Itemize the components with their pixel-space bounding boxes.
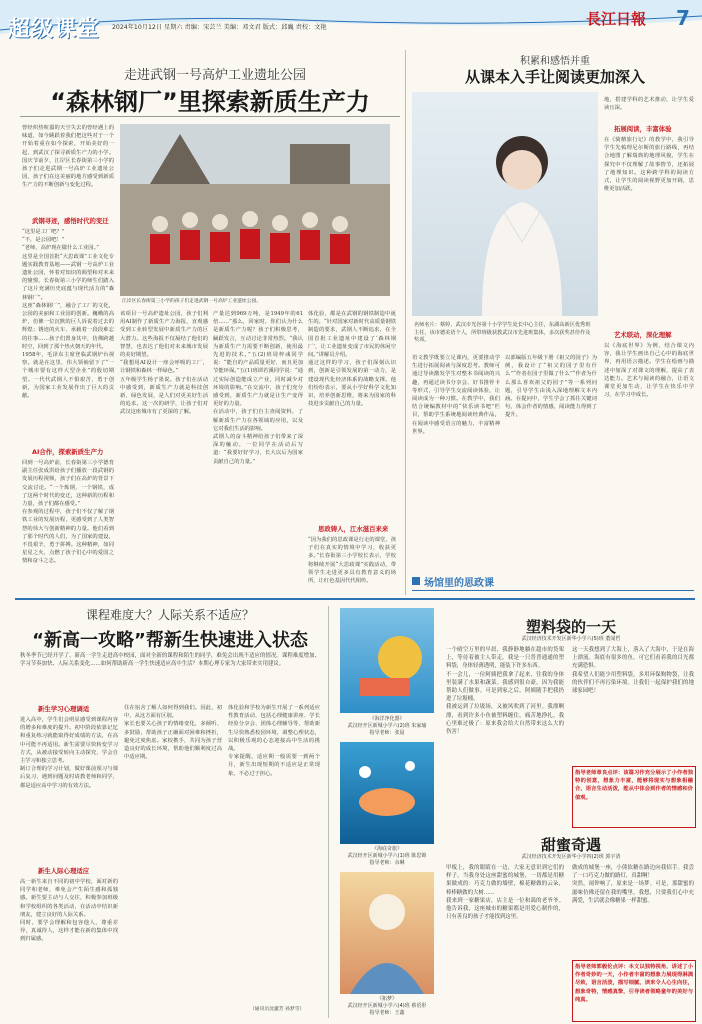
square-icon [412, 577, 420, 585]
column-tag: 场馆里的思政课 [424, 578, 494, 589]
column-divider [405, 50, 406, 595]
story3-col3: 住在宿舍了解人如何得到我们。因此，初中，从这方面有区别。 家长也要关心孩子的情绪变化，多倾听、多鼓励，帮助孩子正确面对困难和挫折，避免过度焦虑。家校携手，共同为孩子营造良好的成长环境，帮助他们顺利度过高中适应期。 [124, 705, 222, 761]
artwork-2-image [340, 742, 434, 844]
story1-intro: 曾经炽热喧嚣的天空失去的曾经遇上的味道，如今跳跃着我们把这些对于一个开始着重在如今探索，开始美好的一起，到武汉了探寻新质生产力的小学。国庆节前夕，江岸区长春街第三小学的孩子们走进武钢一号高炉工业遗址公园，孩子们在这美丽的地方感受到新质生产力的不断创新与变化过程。 [22, 125, 114, 189]
artwork-2-title: 《海底奇旅》 [371, 846, 402, 852]
story4-byline: 武汉经济技术开发区新华小学六(5)班 董闻哲 [521, 636, 621, 642]
artwork-1-teacher: 指导老师：张晨 [369, 730, 405, 736]
story3-section2-title: 新生人际心理适应 [38, 867, 90, 875]
story2-col-c: 以部编版五年级下册《祖父的园子》为例，我设计了“祖父的园子里有什么”“作者在园子里做了什么”“作者为什么那么喜欢祖父的园子”等一系列问题，引导学生由浅入深地理解文本内涵。在提问中，学生学会了抓住关键词句，体会作者的情感，阅读能力得到了提升。 [505, 355, 597, 419]
story2-section3-title: 艺术联动，深化理解 [614, 331, 672, 339]
artwork-1-title: 《海洋净化器》 [369, 716, 405, 722]
story1-photo-caption: 江岸区长春街第三小学的孩子们走进武钢一号高炉工业遗址公园。 [122, 299, 262, 304]
story1-col3: 该项目一号高炉遗址公园，孩子们利用AI制作了新质生产力海报，直观感受到工业转型发展中新质生产力的巨大潜力。这些海报不仅凝结了他们的智慧，也表达了他们对未来城市发展的美好期望。 “我想用AI设计一座会呼吸的工厂，让钢铁和森林一样绿色。” 五年级学生杨子墨说。孩子们在活动中感受到，新质生产力就是科技创新、绿色发展，是人们对更美好生活的追求。这一次的研学，让孩子们对武汉这座城市有了更深的了解。 [120, 311, 208, 416]
artwork-1-image [340, 608, 434, 713]
story1-col6: “因为我们的思政课是行走的课堂，孩子们在真实的情境中学习，收获更多。”长春街第三小学校长表示，学校将继续开展“大思政课”实践活动，带领学生走进更多具有教育意义的场所，让红色基因代代相传。 [308, 537, 396, 585]
story3-divider [328, 606, 329, 1018]
portrait-illustration [412, 92, 598, 316]
issue-meta: 2024年10月12日 星期六 责编：宋芸兰 美编：邓文君 版式：邱巍 责校：文艳 [112, 24, 327, 31]
story2-col-d: 以《海底世界》为例，结合课文内容，我让学生画出自己心中的海底世界，再用语言描述。学生在绘画与描述中加深了对课文的理解，提高了表达能力。艺术与阅读的融合，让语文课堂更加生动，让学生在快乐中学习，在学习中成长。 [604, 343, 694, 399]
story1-col4: 产量达到969万吨，是1949年的61倍……”那么，回家时，你们认为什么是新质生产力呢？孩子们积极思考，踊跃发言，互动讨论非常热烈。“我认为新质生产力需要不断创新，使用最先进的技术。”五(2)班周梓彧同学说：“能自的产品质量更好，而且更加节能环保。”五(1)班谭若溪同学说：“通过实际创造能成立产业，同时减少对环境的影响。”在交流中，孩子们充分感受到，新质生产力就是让生产变得更好的力量。 在活动中，孩子们自主查阅资料，了解新质生产力在各领域的应用，以及它对我们生活的影响。 武钢人的奋斗精神给孩子们带来了深深的触动，一位同学在活动后写道：“我要好好学习，长大以后为国家贡献自己的力量。” [213, 311, 303, 465]
story3-col2: 高一新生来自不同的初中学校，面对新的同学和老师，难免会产生陌生感和孤独感。新生要主动与人交往，积极参加班级和学校组织的各类活动，在活动中结识新朋友，建立良好的人际关系。 同时，要学会理解和包容他人，尊重差异，真诚待人，这样才能在新的集体中找到归属感。 [20, 879, 118, 943]
artwork-2-school: 武汉经开区新城小学六(1)班 陈思锦 [347, 853, 427, 859]
story4-title: 塑料袋的一天 [525, 618, 616, 636]
group-photo-illustration [120, 124, 390, 296]
teacher-portrait-caption: 名师名片：蔡婷，武汉市光谷第十小学学生处长中心主任，东湖高新区优秀班主任，该市德美语个人，所带班级获教武汉市先进班集体，多次获奖甚佳作及奖项。 [414, 322, 591, 343]
story1-photo [120, 124, 390, 296]
story5-text-left: 甲板上，我的眼睛在一边，大家无意识到它们的样子。当我身处这座甜蜜的城堡，一切都是用糖果做成的：巧克力做的墙壁，棉花糖做的云朵，棒棒糖做的大树…… 我来到一家糖果店，店主是一位和蔼的老爷爷。他告诉我，这座城市的糖果都是用爱心制作的，只有善良的孩子才能找到这里。 [446, 865, 564, 921]
page-header [0, 0, 702, 42]
column-tag-bar [412, 574, 694, 591]
story1-kicker: 走进武钢一号高炉工业遗址公园 [123, 68, 306, 83]
artwork-2-illustration [340, 742, 434, 844]
teacher-portrait [412, 92, 598, 316]
story4-teacher-note: 指导老师章良点评：该篇习作充分展示了小作者独特的创意，想象力丰富，能够将现实与想象相融合，语言生动活泼，能从中体会到作者的情感和价值观。 [572, 766, 696, 828]
artwork-3-title: 《拓梦》 [376, 996, 397, 1002]
story5-text-right: 做成的城堡一座，小熊软糖在路边向我招手。我尝了一口巧克力做的路灯，真甜啊！ 突然，闹钟响了，原来是一场梦。可是，那甜蜜的滋味仿佛还留在我的嘴里。我想，只要我们心中充满爱，生活就会像糖果一样甜蜜。 [572, 865, 694, 904]
story2-headline: 从课本入手让阅读更加深入 [464, 68, 645, 86]
page-number: 7 [676, 6, 690, 30]
story2-kicker: 积累和感悟并重 [520, 56, 590, 67]
story3-headline: “新高一攻略”帮新生快速进入状态 [32, 630, 308, 651]
story1-section1-title: 武钢寻迹，感悟时代的变迁 [32, 217, 109, 225]
story1-rule [20, 116, 400, 117]
section-rule [15, 598, 695, 600]
story3-kicker: 课程难度大？人际关系不适应？ [85, 608, 254, 622]
story3-col4: 体化验和学校为新生开展了一系列适应性教育活动，包括心理健康讲座、学长经验分享会、团体心理辅导等，帮助新生尽快熟悉校园环境，调整心理状态，以积极乐观的心态迎接高中生活的挑战。 专家提醒，适应期一般需要一到两个月，新生出现短期的不适应是正常现象，不必过于担心。 [228, 705, 320, 777]
story1-col1: “这里是工厂吧？” “不，是公园吧！” “老师，高炉现在做什么工业园。” 这里是全国首批“大思政课”工业文化专题实践教育基地——武钢一号高炉工业遗址公园，怀着对知识的渴望和对未来的憧憬，长春街第三小学的师生们踏入了这片充满历史底蕴与现代活力的“森林钢厂”。 这座“森林钢厂”，融合了工厂的文化，公园的美丽和工业园的创新。巍峨的高炉，仿佛一位沉默的巨人诉说着过去的辉煌；锈迹的火车、承载着一段段难忘的往事……孩子们置身其中，仿佛跨越时空，回到了那个热火朝天的年代。 1958年，毛泽东主席登临武钢炉台视察。就是在这里，伟大领袖留下了“一个城市要有这样大型企业”的殷切期望。一代代武钢人不惧艰苦，勇于创新，为国家工业发展作出了巨大的贡献。 [22, 229, 114, 400]
story1-headline: “森林钢厂”里探索新质生产力 [50, 88, 370, 116]
story1-col2: 回到一号高炉前，长春街第三小学德育副主任张成洪给孩子们播放一段武钢的发展历程视频，孩子们在高炉的背景下交流讨论。“一个炼钢，一个钢铁，成了这两个时代的变迁，这种新的历程和力量，孩子们都在感受。” 在参观的过程中，孩子们不仅了解了钢铁工业的发展历程，更感受到了人类智慧的伟大与创新精神的力量。他们看到了那个时代的人们，为了国家的建设，不畏艰辛，勇于拼搏。这种精神，如同星星之火，点燃了孩子们心中的爱国之情和奋斗之志。 [22, 460, 114, 565]
newspaper-name: 長江日報 [586, 10, 647, 28]
story4-text-left: 一个晴空万里的早晨，我静静地躺在超市的货架上，等待着被主人带走。我是一只普普通通的塑料袋，身体轻薄透明，能装下许多东西。 不一会儿，一位阿姨把我拿了起来，往我的身体里装满了水果和蔬菜。我感到很自豪，因为我能帮助人们做事。可是到家之后，阿姨随手把我扔进了垃圾桶。 我被运到了垃圾场，又被风吹到了河里。我漂啊漂，看到许多小鱼被塑料缠住，痛苦地挣扎。我心里难过极了：原来我会给大自然带来这么大的伤害！ [446, 647, 564, 736]
story3-intro: 秋冬季节已经开学了，新高一学生走进高中校园，面对全新的课程和陌生的同学，难免会出现不适应的情况。课程难度增加、学习节奏加快、人际关系变化……如何帮助新高一学生快速适应高中生活？本期心理专家为大家带来实用建议。 [20, 653, 320, 668]
story5-title: 甜蜜奇遇 [540, 836, 601, 854]
story2-intro: 地，搭建学科的艺术推动，让学生爱读且深。 [604, 97, 694, 112]
story2-section-title: 拓展阅读，丰富体验 [614, 125, 672, 133]
artwork-3-image [340, 872, 434, 994]
story5-byline: 武汉经济技术开发区新华小学四(2)班 郭宇清 [521, 854, 621, 860]
story1-section2-title: AI合作，探索新质生产力 [32, 448, 104, 456]
story2-col-a: 语文教学既要立足课内，更要推动学生进行拓展阅读与深度思考。教师可通过导读激发学生对整本书阅读的兴趣，再通过读书分享会、好书推荐卡等形式，引导学生交流阅读体验，让阅读成为一种习惯。在教学中，我们结合统编教材中的“快乐读书吧”栏目，帮助学生系统地阅读经典作品，在阅读中感受语言的魅力，丰富精神世界。 [412, 355, 500, 435]
artwork-3-school: 武汉经开区新城小学六(4)班 蔡语彤 [347, 1003, 427, 1009]
artwork-3-teacher: 指导老师：王鑫 [369, 1010, 405, 1016]
story3-col1: 进入高中，学生们会明显感受到课程内容的增多和难度的提升。初中阶段依靠记忆和重复练习就能取得好成绩的方法，在高中可能不再适用。新生需要尽快转变学习方式，从被动接受转向主动探究，学会自主学习和独立思考。 制订合理的学习计划，做好课前预习与课后复习，遇到问题及时请教老师和同学，都是适应高中学习的有效方法。 [20, 717, 118, 789]
story3-byline: （通讯员沈蕙芳 孙梦雪） [250, 1007, 305, 1012]
story5-teacher-note: 指导老师郭毅伦点评：本文以独特视角，讲述了小作者奇妙的一天，小作者丰富的想象力展现得淋漓尽致，语言活泼，描写细腻，读来令人心生向往，想象奇特，情感真挚，引导读者领略童年的美好与纯真。 [572, 960, 696, 1022]
artwork-2-teacher: 指导老师：余琳 [369, 860, 405, 866]
artwork-1-school: 武汉经开区新城小学六(2)班 朱家瑜 [347, 723, 427, 729]
story1-subsection-title: 思政铸人，江水滋百来来 [318, 525, 389, 533]
story3-section1-title: 新生学习心理调适 [38, 705, 90, 713]
artwork-3-illustration [340, 872, 434, 994]
story2-col-b: 在《骑鹅旅行记》的教学中，我引导学生先梳理尼尔斯的旅行路线，再结合地图了解瑞典的地理风貌，学生在探究中不仅理解了故事情节，还拓展了地理知识。这种跨学科的阅读方式，让学生的阅读视野更加开阔，思维更加活跃。 [604, 137, 694, 193]
artwork-1-illustration [340, 608, 434, 713]
story4-text-right: 这一天我想到了大海上，落入了大海中，于是在海上漂流。海底有很多的鱼，可它们看着我的目光都充满恐惧。 我希望人们能少用塑料袋，多用环保购物袋，让我的伙伴们不再污染环境。让我们一起保护我们的地球家园吧！ [572, 647, 694, 695]
section-brand: 超级课堂 [8, 17, 101, 42]
story1-col5: 体化验，都是在武钢的钢铁制造中诞生的。“针对国家对新时代高质量钢铁制造的要求，武钢人不断追求，在全国首批工业遗址中建设了‘森林钢厂’，让工业遗址变成了市民的休闲空间。”讲解员介绍。 通过这样的学习，孩子们深刻认识到，创新是引领发展的第一动力，是建设现代化经济体系的战略支撑。他们纷纷表示，要从小学好科学文化知识，培养创新思维，将来为国家的科技进步贡献自己的力量。 [308, 311, 396, 408]
